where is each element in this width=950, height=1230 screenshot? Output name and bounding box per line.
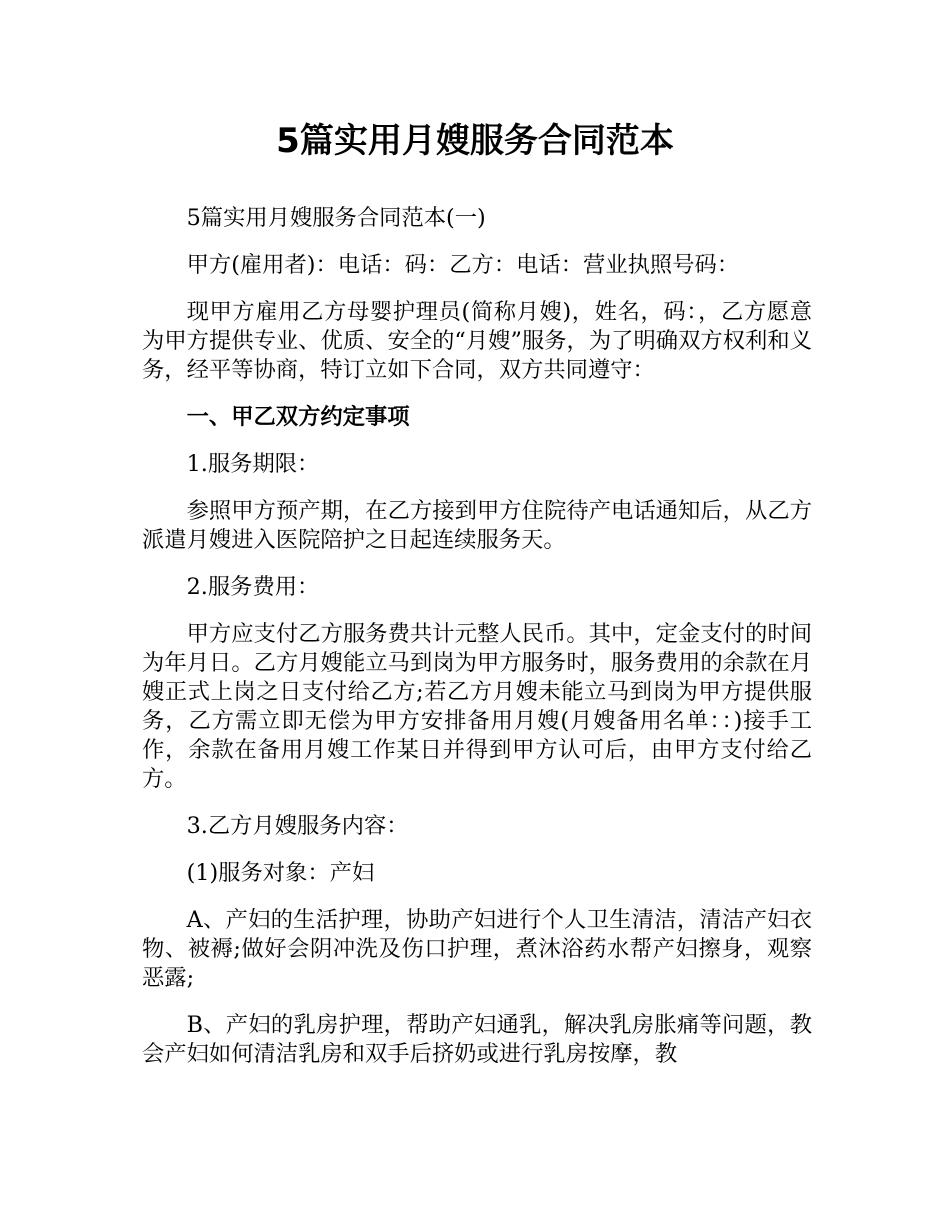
service-object-paragraph: (1)服务对象：产妇 bbox=[186, 860, 375, 886]
item-a-paragraph: A、产妇的生活护理，协助产妇进行个人卫生清洁，清洁产妇衣物、被褥;做好会阴冲洗及伤口护理，煮沐浴药水帮产妇擦身，观察恶露; bbox=[142, 907, 812, 991]
service-period-paragraph: 参照甲方预产期，在乙方接到甲方住院待产电话通知后，从乙方派遣月嫂进入医院陪护之日起连续服务天。 bbox=[142, 498, 812, 553]
document-title: 5篇实用月嫂服务合同范本 bbox=[276, 121, 674, 161]
section-heading: 一、甲乙双方约定事项 bbox=[186, 404, 410, 430]
item-b-paragraph: B、产妇的乳房护理，帮助产妇通乳，解决乳房胀痛等问题，教会产妇如何清洁乳房和双手后挤奶或进行乳房按摩，教 bbox=[142, 1012, 812, 1067]
clause-heading-service-period: 1.服务期限： bbox=[186, 451, 320, 477]
clause-heading-service-fee: 2.服务费用： bbox=[186, 574, 320, 600]
parties-paragraph: 甲方(雇用者)：电话：码：乙方：电话：营业执照号码： bbox=[186, 252, 740, 278]
clause-heading-service-content: 3.乙方月嫂服务内容： bbox=[186, 813, 409, 839]
document-body bbox=[142, 204, 812, 1087]
service-fee-paragraph: 甲方应支付乙方服务费共计元整人民币。其中，定金支付的时间为年月日。乙方月嫂能立马到岗为甲方服务时，服务费用的余款在月嫂正式上岗之日支付给乙方;若乙方月嫂未能立马到岗为甲方提供服务，乙方需立即无偿为甲方安排备用月嫂(月嫂备用名单：：)接手工作，余款在备用月嫂工作某日并得到甲方认可后，由甲方支付给乙方。 bbox=[142, 621, 812, 792]
intro-paragraph: 现甲方雇用乙方母婴护理员(简称月嫂)，姓名，码：，乙方愿意为甲方提供专业、优质、安全的“月嫂”服务，为了明确双方权利和义务，经平等协商，特订立如下合同，双方共同遵守： bbox=[142, 299, 812, 383]
subtitle-paragraph: 5篇实用月嫂服务合同范本(一) bbox=[186, 205, 486, 231]
